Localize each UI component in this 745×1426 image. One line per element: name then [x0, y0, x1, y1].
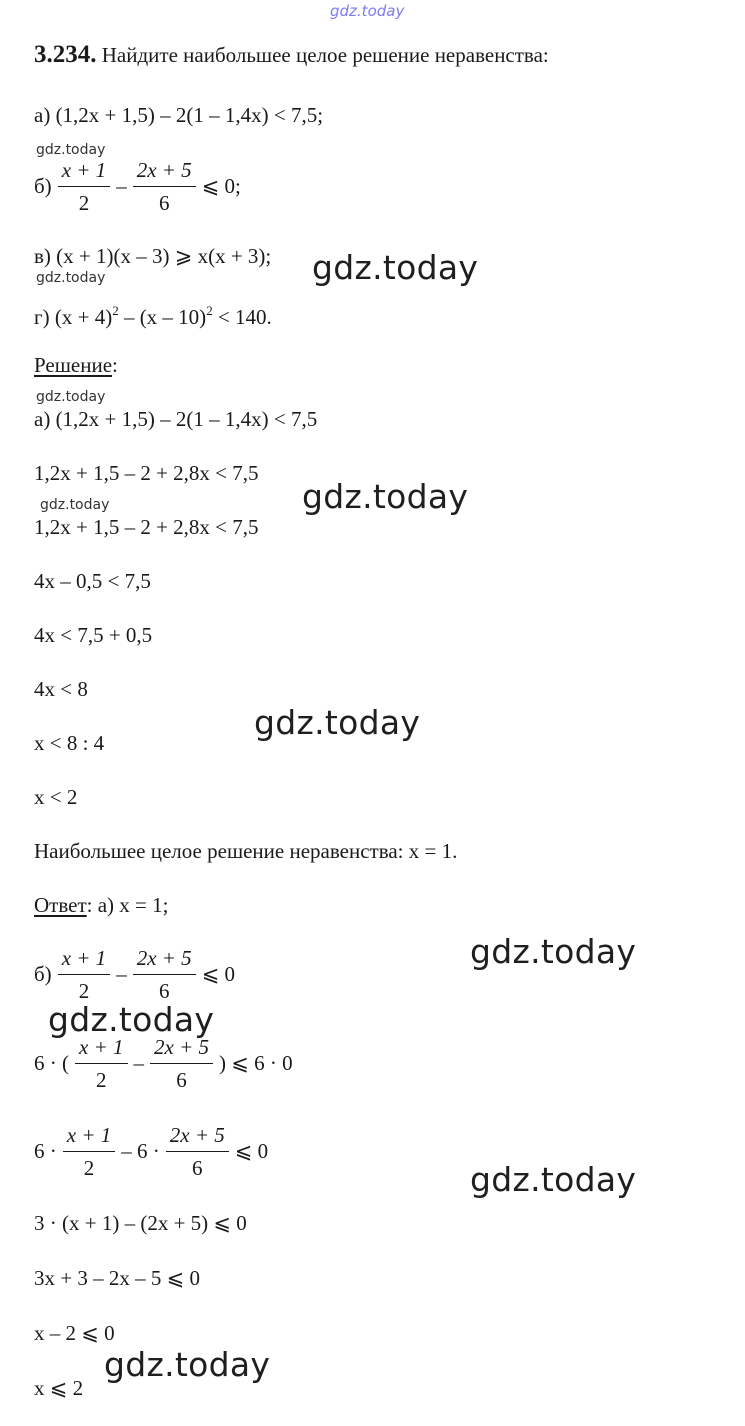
solution-heading-colon: : [112, 353, 118, 377]
watermark-big: gdz.today [312, 248, 479, 287]
item-d-part: – (x – 10) [118, 305, 207, 329]
problem-item-c: в) (x + 1)(x – 3) ⩾ x(x + 3); [34, 244, 272, 268]
solution-step: 4x < 8 [34, 677, 88, 701]
exponent: 2 [112, 303, 119, 318]
problem-number: 3.234. [34, 41, 97, 68]
answer-label: Ответ [34, 893, 87, 917]
denominator: 6 [158, 191, 170, 215]
problem-title: Найдите наибольшее целое решение неравенства: [101, 43, 549, 67]
solution-conclusion: Наибольшее целое решение неравенства: x = 1. [34, 839, 458, 863]
fraction [75, 1033, 128, 1094]
watermark-big: gdz.today [104, 1345, 271, 1384]
fraction [133, 944, 196, 1005]
solution-step: x ⩽ 2 [34, 1376, 84, 1400]
fraction [133, 156, 196, 217]
numerator: 2x + 5 [133, 944, 196, 975]
solution-heading [34, 352, 118, 378]
denominator: 6 [192, 1156, 203, 1180]
numerator: x + 1 [63, 1121, 116, 1152]
fraction [58, 156, 111, 217]
step-prefix: 6 · ( [34, 1051, 69, 1075]
solution-step: 3 · (x + 1) – (2x + 5) ⩽ 0 [34, 1211, 247, 1235]
solution-step: x – 2 ⩽ 0 [34, 1321, 115, 1345]
step-prefix: 6 · [34, 1139, 57, 1163]
solution-b-step-2 [34, 1033, 299, 1094]
solution-step: 3x + 3 – 2x – 5 ⩽ 0 [34, 1266, 200, 1290]
solution-step: x < 2 [34, 785, 78, 809]
numerator: 2x + 5 [133, 156, 196, 187]
watermark-small: gdz.today [40, 497, 110, 513]
numerator: 2x + 5 [150, 1033, 213, 1064]
item-d-part: < 140. [212, 305, 272, 329]
denominator: 2 [78, 191, 90, 215]
minus-sign: – [133, 1051, 144, 1075]
answer-line [34, 892, 168, 918]
watermark-top: gdz.today [330, 2, 405, 20]
denominator: 2 [83, 1156, 95, 1180]
item-d-part: г) (x + 4) [34, 305, 113, 329]
problem-header [34, 42, 549, 68]
solution-step: а) (1,2x + 1,5) – 2(1 – 1,4x) < 7,5 [34, 407, 318, 431]
fraction [150, 1033, 213, 1094]
step-tail: ⩽ 0 [234, 1139, 269, 1163]
minus-sign: – [116, 174, 127, 198]
minus-sign: – [116, 962, 127, 986]
numerator: x + 1 [58, 944, 111, 975]
watermark-small: gdz.today [36, 142, 106, 158]
fraction [166, 1121, 229, 1182]
fraction [58, 944, 111, 1005]
solution-step: x < 8 : 4 [34, 731, 105, 755]
problem-item-a: а) (1,2x + 1,5) – 2(1 – 1,4x) < 7,5; [34, 103, 324, 127]
item-b-tail: ⩽ 0; [201, 174, 241, 198]
denominator: 2 [96, 1068, 107, 1092]
step-tail: ⩽ 0 [201, 962, 236, 986]
solution-step: 1,2x + 1,5 – 2 + 2,8x < 7,5 [34, 515, 259, 539]
solution-b-step-3 [34, 1121, 274, 1182]
problem-item-b [34, 156, 247, 217]
denominator: 6 [176, 1068, 187, 1092]
answer-text: : а) x = 1; [86, 893, 169, 917]
watermark-small: gdz.today [36, 389, 106, 405]
denominator: 2 [78, 979, 90, 1003]
item-b-label: б) [34, 174, 52, 198]
watermark-big: gdz.today [470, 1160, 637, 1199]
numerator: x + 1 [75, 1033, 128, 1064]
numerator: 2x + 5 [166, 1121, 229, 1152]
watermark-big: gdz.today [470, 932, 637, 971]
fraction [63, 1121, 116, 1182]
watermark-big: gdz.today [302, 477, 469, 516]
step-middle: – 6 · [121, 1139, 160, 1163]
solution-step: 1,2x + 1,5 – 2 + 2,8x < 7,5 [34, 461, 259, 485]
solution-step: 4x < 7,5 + 0,5 [34, 623, 153, 647]
numerator: x + 1 [58, 156, 111, 187]
watermark-small: gdz.today [36, 270, 106, 286]
denominator: 6 [158, 979, 170, 1003]
solution-step: 4x – 0,5 < 7,5 [34, 569, 151, 593]
exponent: 2 [206, 303, 213, 318]
step-tail: ) ⩽ 6 · 0 [219, 1051, 293, 1075]
item-b-label: б) [34, 962, 52, 986]
watermark-big: gdz.today [254, 703, 421, 742]
problem-item-d [34, 298, 272, 330]
watermark-big: gdz.today [48, 1000, 215, 1039]
solution-b-step-1 [34, 944, 241, 1005]
solution-heading-text: Решение [34, 353, 113, 377]
